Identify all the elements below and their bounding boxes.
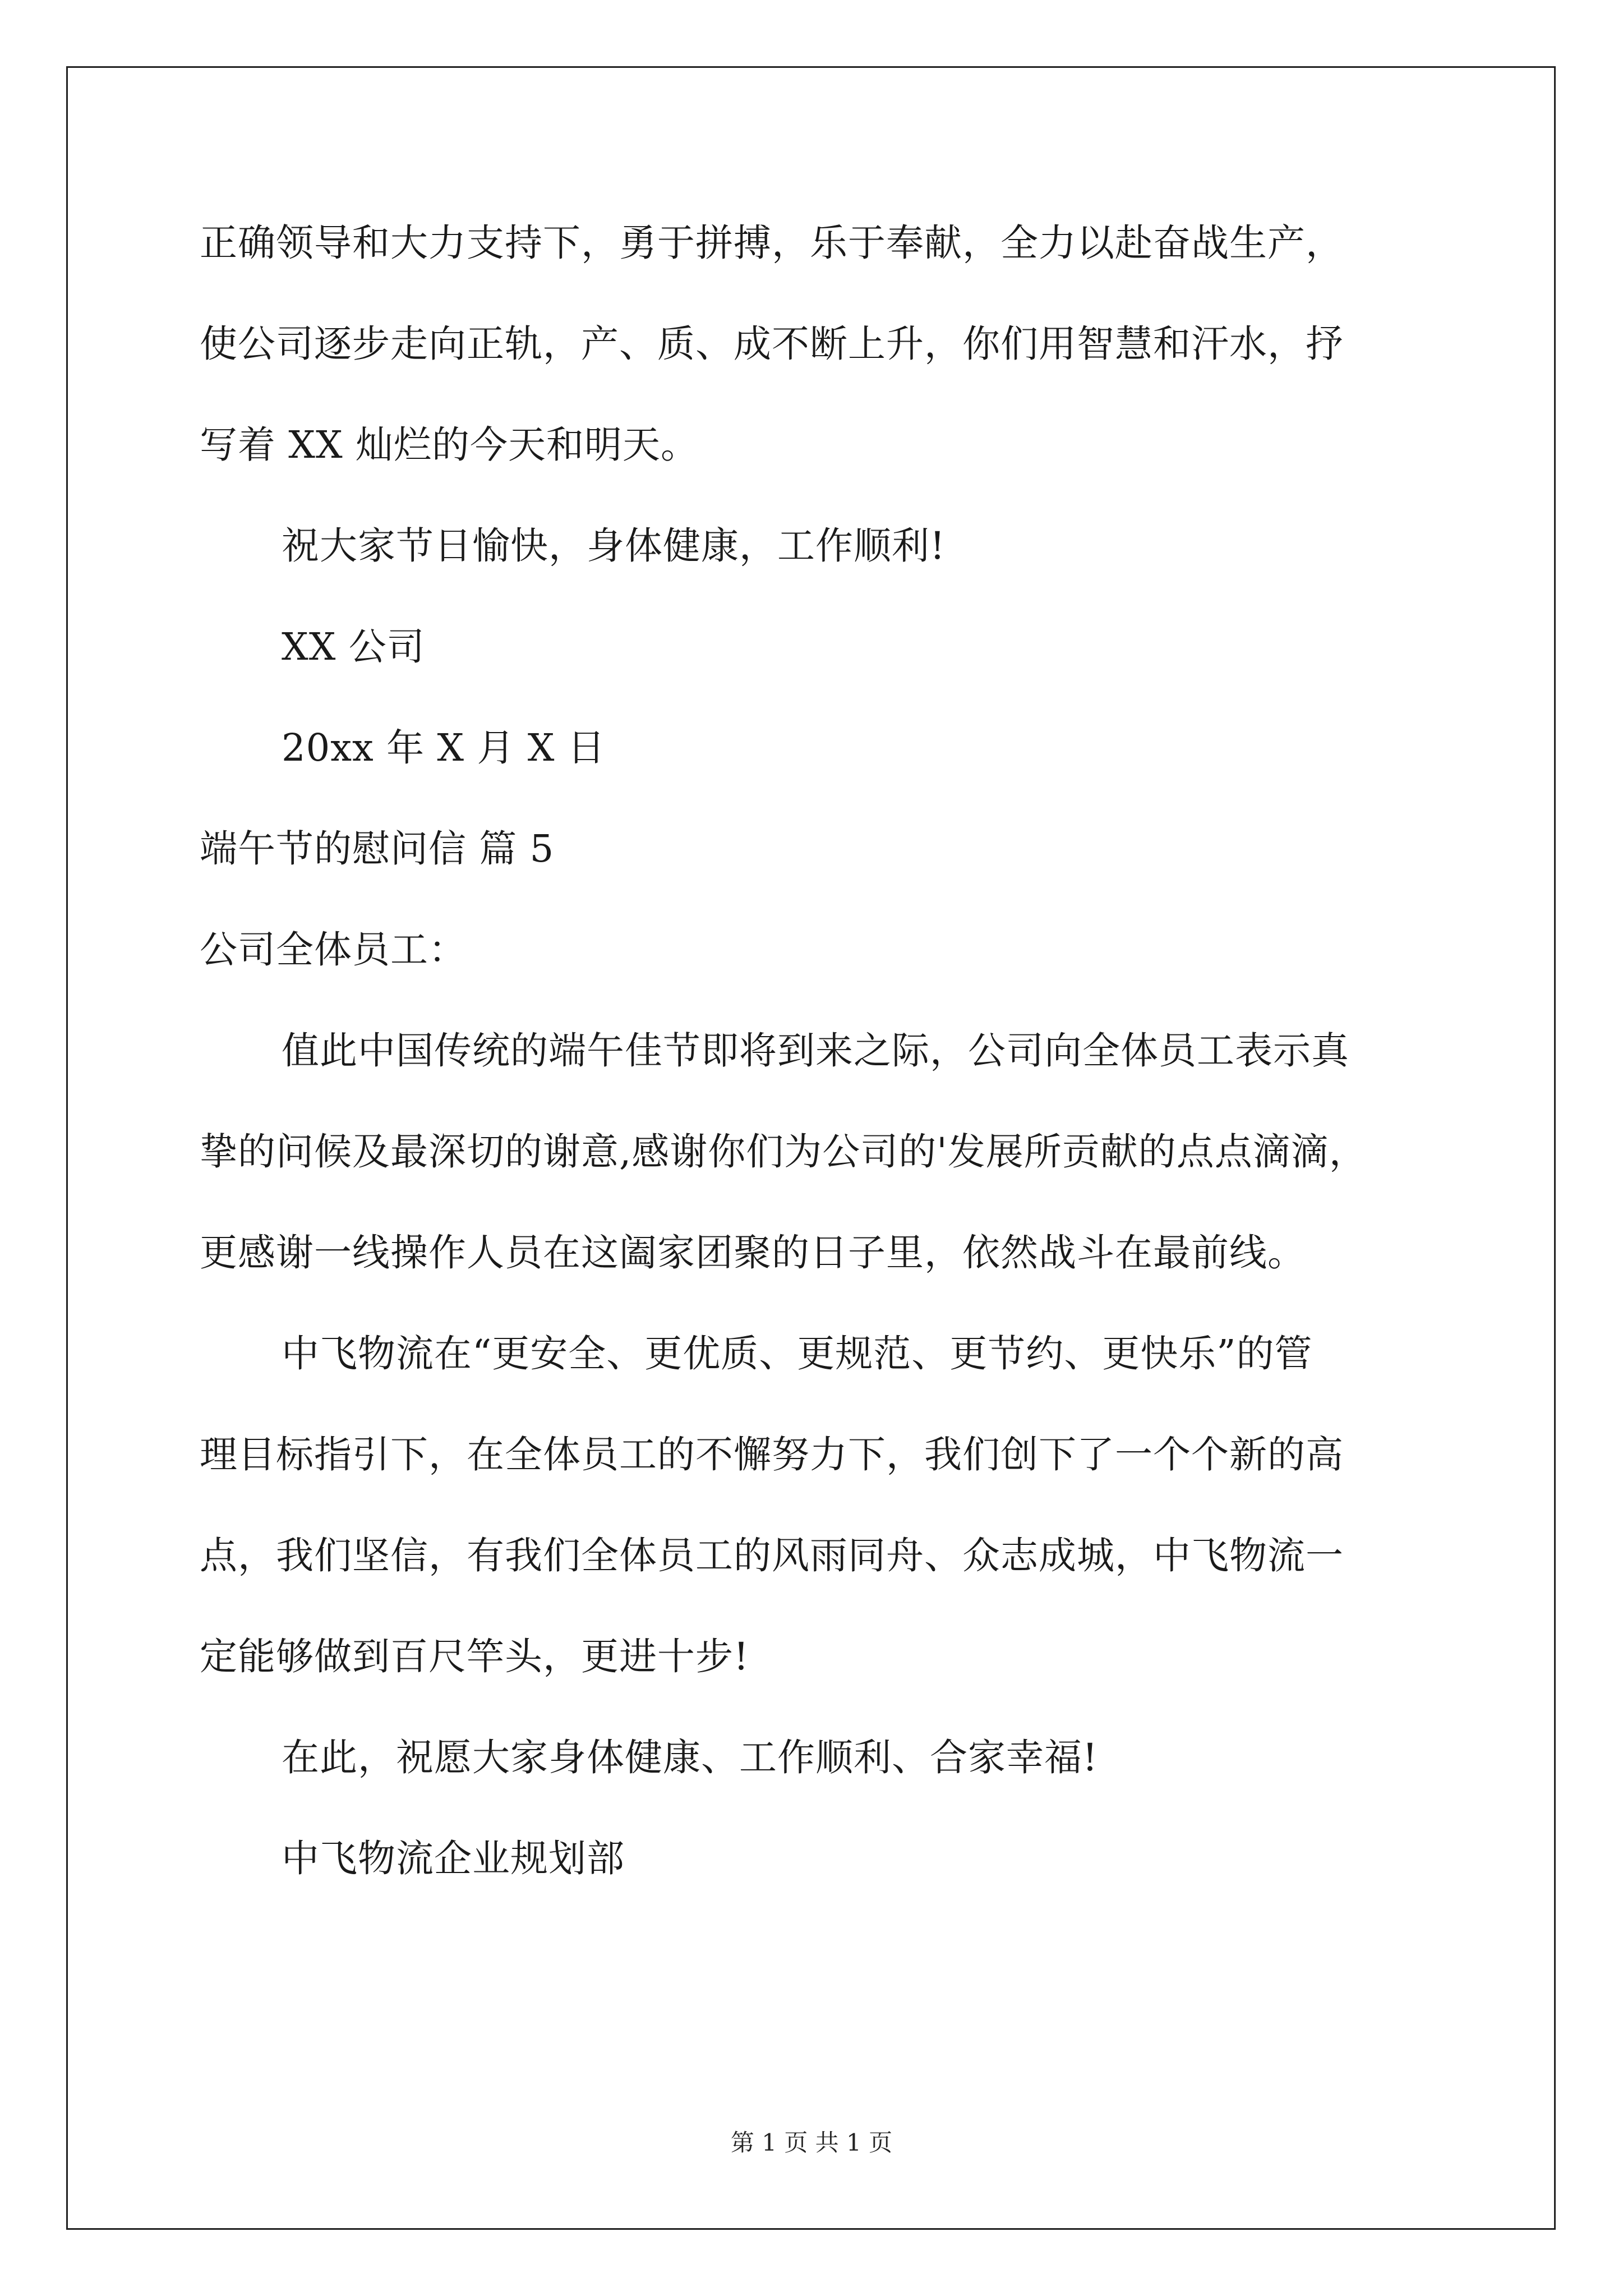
section-title: 端午节的慰问信 篇 5 xyxy=(200,827,555,871)
text-line-2: 使公司逐步走向正轨，产、质、成不断上升，你们用智慧和汗水，抒 xyxy=(200,322,1344,366)
text-line-15: 定能够做到百尺竿头，更进十步! xyxy=(200,1635,749,1678)
text-line-12: 中飞物流在“更安全、更优质、更规范、更节约、更快乐”的管 xyxy=(282,1332,1313,1375)
signature-department: 中飞物流企业规划部 xyxy=(282,1837,625,1880)
salutation: 公司全体员工： xyxy=(200,928,467,972)
text-line-4: 祝大家节日愉快，身体健康，工作顺利! xyxy=(282,524,946,568)
text-line-11: 更感谢一线操作人员在这阖家团聚的日子里，依然战斗在最前线。 xyxy=(200,1231,1306,1274)
text-line-1: 正确领导和大力支持下，勇于拼搏，乐于奉献，全力以赴奋战生产， xyxy=(200,221,1344,265)
signature-company: XX 公司 xyxy=(282,625,425,669)
text-line-10: 挚的问候及最深切的谢意,感谢你们为公司的'发展所贡献的点点滴滴， xyxy=(200,1130,1367,1174)
text-line-16: 在此，祝愿大家身体健康、工作顺利、合家幸福! xyxy=(282,1736,1098,1779)
page-footer: 第 1 页 共 1 页 xyxy=(730,2129,893,2156)
text-line-9: 值此中国传统的端午佳节即将到来之际，公司向全体员工表示真 xyxy=(282,1029,1349,1073)
text-line-3: 写着 XX 灿烂的今天和明天。 xyxy=(200,423,699,467)
signature-date: 20xx 年 X 月 X 日 xyxy=(282,726,606,770)
text-line-13: 理目标指引下，在全体员工的不懈努力下，我们创下了一个个新的高 xyxy=(200,1433,1344,1476)
text-line-14: 点，我们坚信，有我们全体员工的风雨同舟、众志成城，中飞物流一 xyxy=(200,1534,1344,1577)
